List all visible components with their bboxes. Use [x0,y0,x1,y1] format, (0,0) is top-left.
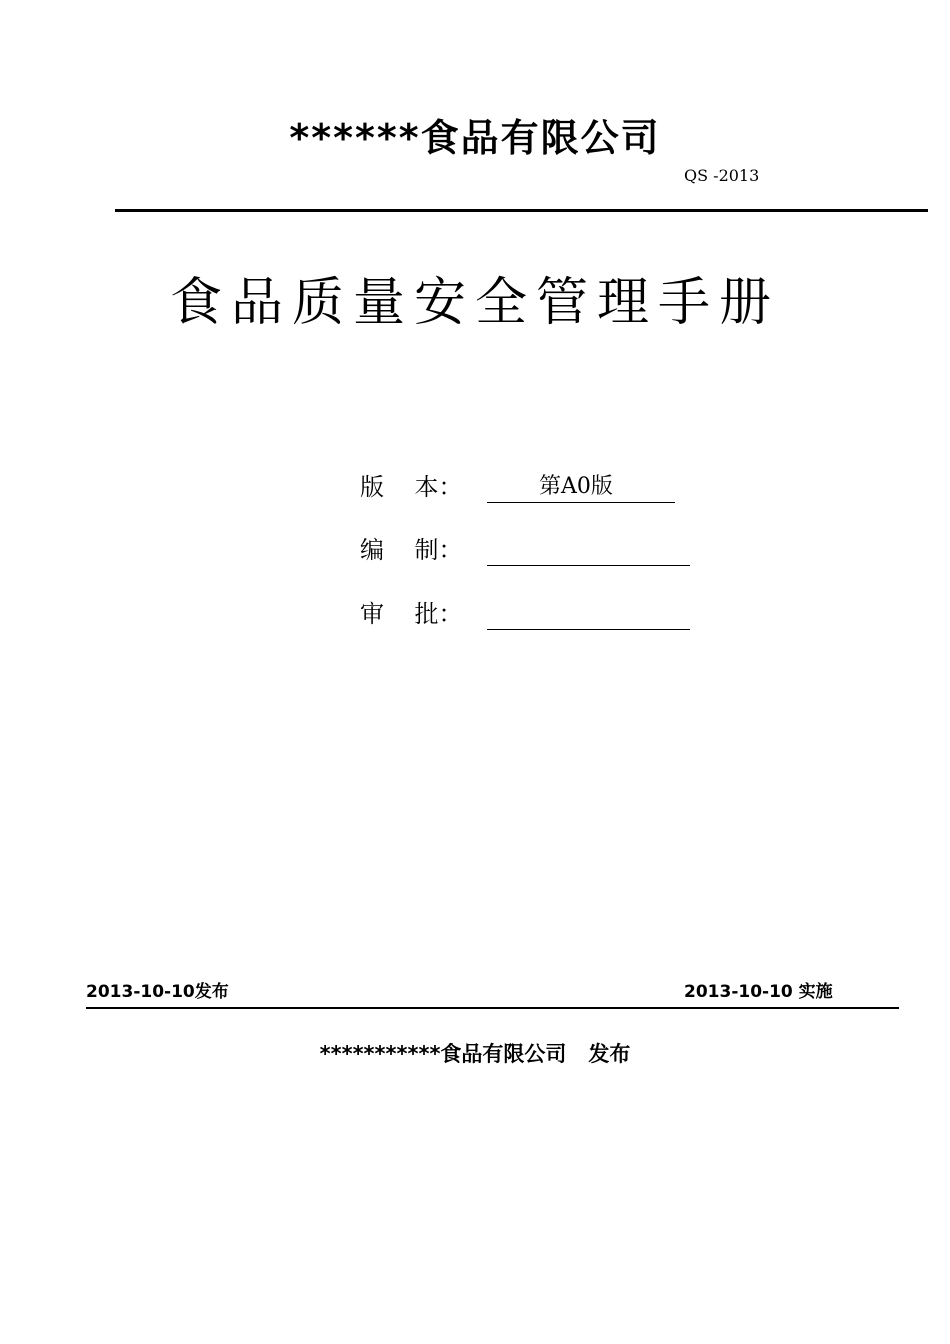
header-divider [115,209,928,212]
compile-underline [487,533,690,566]
version-label: 版 本： [360,473,463,501]
version-value: 第A0版 [539,474,613,499]
document-code: QS -2013 [684,166,760,185]
approve-label: 审 批： [360,600,463,628]
issue-date: 2013-10-10发布 [86,982,229,1002]
manual-title: 食品质量安全管理手册 [169,273,780,333]
version-underline [487,470,675,503]
footer-divider [86,1007,899,1009]
company-header: ******食品有限公司 [289,116,661,160]
effective-date: 2013-10-10 实施 [684,982,833,1002]
compile-label: 编 制： [360,536,463,564]
approve-underline [487,597,690,630]
publisher-line: ***********食品有限公司 发布 [319,1042,631,1066]
